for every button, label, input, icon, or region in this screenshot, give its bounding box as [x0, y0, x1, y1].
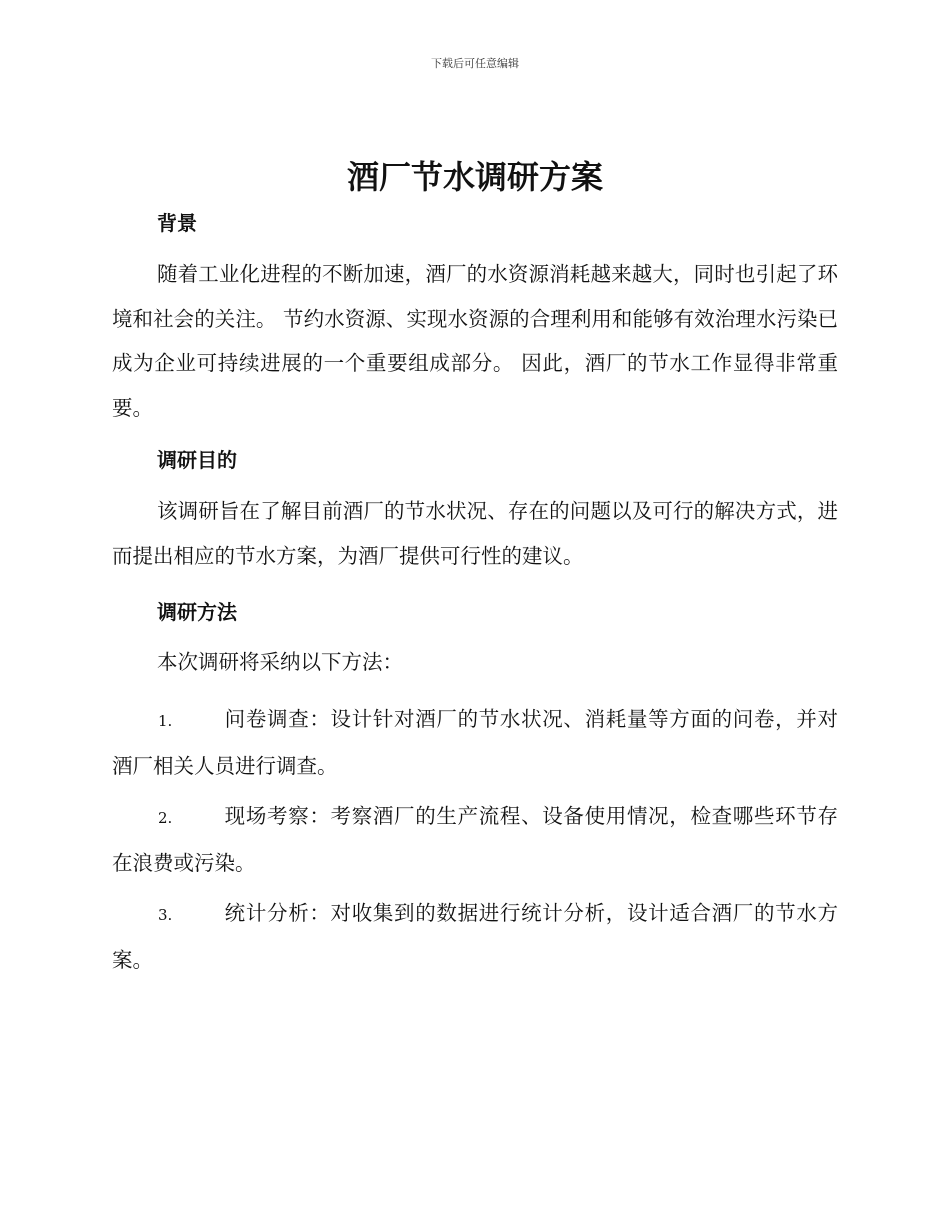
background-paragraph: 随着工业化进程的不断加速，酒厂的水资源消耗越来越大，同时也引起了环境和社会的关注。 节约水资源、实现水资源的合理利用和能够有效治理水污染已成为企业可持续进展的一个重要组成部分。 因此，酒厂的节水工作显得非常重要。: [112, 262, 838, 420]
list-item-text: 统计分析：对收集到的数据进行统计分析，设计适合酒厂的节水方案。: [112, 901, 838, 972]
section-heading-purpose: 调研目的: [157, 448, 237, 472]
list-number: 2.: [158, 809, 173, 827]
section-heading-method: 调研方法: [157, 600, 237, 624]
section-heading-background: 背景: [157, 211, 197, 235]
list-item-text: 现场考察：考察酒厂的生产流程、设备使用情况，检查哪些环节存在浪费或污染。: [112, 804, 838, 875]
document-title: 酒厂节水调研方案: [346, 158, 603, 196]
list-number: 1.: [158, 712, 173, 730]
header-note: 下载后可任意编辑: [431, 57, 519, 70]
method-intro: 本次调研将采纳以下方法：: [157, 650, 403, 674]
list-item: [112, 794, 838, 885]
purpose-paragraph: 该调研旨在了解目前酒厂的节水状况、存在的问题以及可行的解决方式，进而提出相应的节水方案，为酒厂提供可行性的建议。: [112, 499, 838, 568]
list-number: 3.: [158, 906, 173, 924]
list-item: [112, 891, 838, 982]
list-item: [112, 697, 838, 788]
list-item-text: 问卷调查：设计针对酒厂的节水状况、消耗量等方面的问卷，并对酒厂相关人员进行调查。: [112, 707, 838, 778]
